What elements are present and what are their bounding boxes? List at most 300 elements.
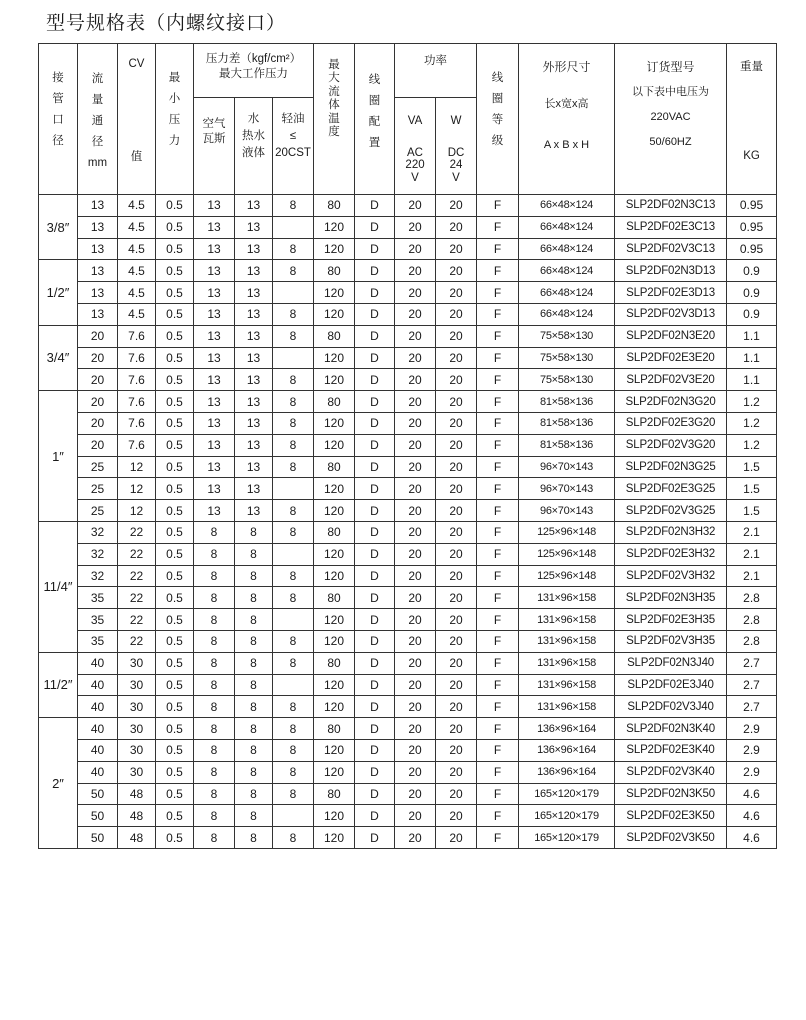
water-cell: 8 [235,652,273,674]
min-pressure-cell: 0.5 [156,739,194,761]
air-cell: 13 [194,478,235,500]
coil-config-cell: D [355,805,395,827]
table-row [39,391,777,413]
oil-cell: 8 [273,391,314,413]
coil-grade-cell: F [477,609,519,631]
oil-cell: 8 [273,325,314,347]
coil-grade-cell: F [477,739,519,761]
min-pressure-cell: 0.5 [156,369,194,391]
coil-grade-cell: F [477,521,519,543]
water-cell: 13 [235,195,273,217]
table-row [39,543,777,565]
water-cell: 13 [235,303,273,325]
order-model-cell: SLP2DF02V3J40 [615,696,727,718]
temp-cell: 120 [314,827,355,849]
cv-cell: 7.6 [118,325,156,347]
header-order-voltage: 220VAC [650,111,691,123]
va-cell: 20 [395,347,436,369]
va-cell: 20 [395,434,436,456]
weight-cell: 1.2 [727,434,777,456]
table-row [39,325,777,347]
w-cell: 20 [436,521,477,543]
header-coil-config: 线 圈 配 置 [355,44,395,195]
order-model-cell: SLP2DF02E3E20 [615,347,727,369]
cv-cell: 4.5 [118,238,156,260]
temp-cell: 120 [314,609,355,631]
header-dims-mid: 长x宽x高 [544,98,589,110]
header-water: 水 热水 液体 [235,98,273,195]
coil-config-cell: D [355,565,395,587]
weight-cell: 1.5 [727,456,777,478]
min-pressure-cell: 0.5 [156,609,194,631]
coil-config-cell: D [355,216,395,238]
cv-cell: 30 [118,696,156,718]
min-pressure-cell: 0.5 [156,391,194,413]
air-cell: 13 [194,347,235,369]
header-weight-top: 重量 [740,61,764,73]
order-model-cell: SLP2DF02V3D13 [615,303,727,325]
temp-cell: 80 [314,783,355,805]
table-row [39,827,777,849]
dims-cell: 165×120×179 [519,805,615,827]
min-pressure-cell: 0.5 [156,674,194,696]
oil-cell: 8 [273,521,314,543]
header-dims-top: 外形尺寸 [542,60,591,74]
flow-cell: 50 [78,805,118,827]
water-cell: 8 [235,739,273,761]
temp-cell: 80 [314,391,355,413]
va-cell: 20 [395,282,436,304]
cv-cell: 22 [118,609,156,631]
w-cell: 20 [436,827,477,849]
w-cell: 20 [436,500,477,522]
coil-config-cell: D [355,652,395,674]
weight-cell: 2.8 [727,630,777,652]
w-cell: 20 [436,325,477,347]
dims-cell: 96×70×143 [519,478,615,500]
header-cv-bottom: 值 [130,151,143,163]
cv-cell: 30 [118,718,156,740]
coil-grade-cell: F [477,347,519,369]
temp-cell: 80 [314,587,355,609]
w-cell: 20 [436,565,477,587]
header-order [615,44,727,195]
coil-grade-cell: F [477,696,519,718]
coil-grade-cell: F [477,761,519,783]
weight-cell: 0.9 [727,303,777,325]
va-cell: 20 [395,216,436,238]
weight-cell: 2.9 [727,761,777,783]
min-pressure-cell: 0.5 [156,718,194,740]
header-order-mid: 以下表中电压为 [632,86,710,98]
flow-cell: 20 [78,325,118,347]
table-row [39,805,777,827]
water-cell: 13 [235,282,273,304]
coil-config-cell: D [355,282,395,304]
va-cell: 20 [395,587,436,609]
va-cell: 20 [395,391,436,413]
dims-cell: 96×70×143 [519,456,615,478]
w-cell: 20 [436,195,477,217]
flow-cell: 40 [78,696,118,718]
temp-cell: 120 [314,761,355,783]
table-row [39,587,777,609]
va-cell: 20 [395,696,436,718]
w-cell: 20 [436,434,477,456]
order-model-cell: SLP2DF02V3G20 [615,434,727,456]
va-cell: 20 [395,652,436,674]
cv-cell: 7.6 [118,369,156,391]
cv-cell: 30 [118,739,156,761]
coil-grade-cell: F [477,195,519,217]
weight-cell: 1.1 [727,325,777,347]
cv-cell: 7.6 [118,434,156,456]
min-pressure-cell: 0.5 [156,630,194,652]
coil-grade-cell: F [477,478,519,500]
cv-cell: 48 [118,805,156,827]
table-row [39,434,777,456]
min-pressure-cell: 0.5 [156,587,194,609]
order-model-cell: SLP2DF02N3E20 [615,325,727,347]
coil-grade-cell: F [477,587,519,609]
air-cell: 8 [194,543,235,565]
water-cell: 8 [235,630,273,652]
table-row [39,238,777,260]
header-air: 空气 瓦斯 [194,98,235,195]
va-cell: 20 [395,412,436,434]
coil-config-cell: D [355,303,395,325]
table-row [39,783,777,805]
coil-grade-cell: F [477,783,519,805]
temp-cell: 120 [314,303,355,325]
order-model-cell: SLP2DF02N3D13 [615,260,727,282]
air-cell: 8 [194,827,235,849]
temp-cell: 120 [314,434,355,456]
header-cv-top: CV [128,58,145,70]
min-pressure-cell: 0.5 [156,696,194,718]
cv-cell: 12 [118,478,156,500]
coil-grade-cell: F [477,630,519,652]
order-model-cell: SLP2DF02N3H35 [615,587,727,609]
table-row [39,630,777,652]
dims-cell: 125×96×148 [519,543,615,565]
temp-cell: 120 [314,500,355,522]
coil-grade-cell: F [477,543,519,565]
weight-cell: 1.5 [727,500,777,522]
dims-cell: 96×70×143 [519,500,615,522]
coil-grade-cell: F [477,500,519,522]
table-row [39,674,777,696]
oil-cell [273,543,314,565]
header-weight-bottom: KG [743,150,760,162]
water-cell: 8 [235,521,273,543]
table-row [39,369,777,391]
oil-cell: 8 [273,260,314,282]
weight-cell: 4.6 [727,805,777,827]
oil-cell: 8 [273,500,314,522]
dims-cell: 81×58×136 [519,434,615,456]
w-cell: 20 [436,478,477,500]
va-cell: 20 [395,761,436,783]
temp-cell: 120 [314,216,355,238]
min-pressure-cell: 0.5 [156,412,194,434]
header-pressure-group: 压力差（kgf/cm²） 最大工作压力 [194,44,314,98]
temp-cell: 120 [314,412,355,434]
table-row [39,412,777,434]
dims-cell: 66×48×124 [519,260,615,282]
oil-cell [273,478,314,500]
w-cell: 20 [436,347,477,369]
va-cell: 20 [395,543,436,565]
min-pressure-cell: 0.5 [156,216,194,238]
temp-cell: 120 [314,805,355,827]
dims-cell: 165×120×179 [519,783,615,805]
table-row [39,282,777,304]
coil-config-cell: D [355,630,395,652]
air-cell: 13 [194,260,235,282]
water-cell: 13 [235,369,273,391]
table-row [39,609,777,631]
air-cell: 13 [194,216,235,238]
flow-cell: 13 [78,303,118,325]
air-cell: 8 [194,696,235,718]
cv-cell: 22 [118,543,156,565]
va-cell: 20 [395,674,436,696]
dims-cell: 131×96×158 [519,587,615,609]
weight-cell: 2.8 [727,587,777,609]
header-dims-bottom: A x B x H [543,139,590,151]
cv-cell: 30 [118,674,156,696]
min-pressure-cell: 0.5 [156,783,194,805]
order-model-cell: SLP2DF02E3C13 [615,216,727,238]
header-order-frequency: 50/60HZ [649,136,692,148]
weight-cell: 2.7 [727,652,777,674]
w-cell: 20 [436,739,477,761]
temp-cell: 120 [314,282,355,304]
w-cell: 20 [436,761,477,783]
water-cell: 13 [235,434,273,456]
w-cell: 20 [436,696,477,718]
header-dims [519,44,615,195]
flow-cell: 20 [78,412,118,434]
oil-cell: 8 [273,238,314,260]
flow-cell: 40 [78,652,118,674]
min-pressure-cell: 0.5 [156,827,194,849]
flow-cell: 13 [78,238,118,260]
temp-cell: 120 [314,630,355,652]
flow-cell: 40 [78,739,118,761]
water-cell: 8 [235,761,273,783]
temp-cell: 120 [314,739,355,761]
water-cell: 13 [235,238,273,260]
cv-cell: 30 [118,652,156,674]
temp-cell: 120 [314,696,355,718]
header-va-ac: AC 220 V [395,145,436,195]
cv-cell: 22 [118,587,156,609]
oil-cell: 8 [273,434,314,456]
order-model-cell: SLP2DF02V3G25 [615,500,727,522]
coil-config-cell: D [355,609,395,631]
table-row [39,303,777,325]
w-cell: 20 [436,718,477,740]
temp-cell: 80 [314,521,355,543]
coil-grade-cell: F [477,325,519,347]
cv-cell: 4.5 [118,216,156,238]
coil-config-cell: D [355,696,395,718]
min-pressure-cell: 0.5 [156,500,194,522]
dims-cell: 131×96×158 [519,696,615,718]
weight-cell: 0.95 [727,195,777,217]
header-weight [727,44,777,195]
w-cell: 20 [436,238,477,260]
air-cell: 13 [194,195,235,217]
oil-cell [273,216,314,238]
water-cell: 8 [235,587,273,609]
dims-cell: 136×96×164 [519,739,615,761]
header-power-group: 功率 [395,44,477,98]
cv-cell: 22 [118,630,156,652]
water-cell: 13 [235,325,273,347]
coil-grade-cell: F [477,282,519,304]
va-cell: 20 [395,195,436,217]
min-pressure-cell: 0.5 [156,434,194,456]
w-cell: 20 [436,587,477,609]
dims-cell: 66×48×124 [519,303,615,325]
port-size-cell: 3/8″ [39,195,78,260]
weight-cell: 2.9 [727,718,777,740]
coil-grade-cell: F [477,565,519,587]
air-cell: 8 [194,783,235,805]
coil-config-cell: D [355,827,395,849]
min-pressure-cell: 0.5 [156,478,194,500]
air-cell: 8 [194,630,235,652]
coil-grade-cell: F [477,303,519,325]
coil-grade-cell: F [477,456,519,478]
water-cell: 8 [235,783,273,805]
order-model-cell: SLP2DF02E3D13 [615,282,727,304]
coil-config-cell: D [355,718,395,740]
oil-cell [273,347,314,369]
w-cell: 20 [436,609,477,631]
water-cell: 8 [235,543,273,565]
air-cell: 13 [194,303,235,325]
dims-cell: 75×58×130 [519,347,615,369]
oil-cell [273,609,314,631]
w-cell: 20 [436,630,477,652]
cv-cell: 48 [118,783,156,805]
header-w: W [436,98,477,145]
min-pressure-cell: 0.5 [156,195,194,217]
table-row [39,652,777,674]
coil-config-cell: D [355,434,395,456]
dims-cell: 131×96×158 [519,674,615,696]
flow-cell: 25 [78,456,118,478]
min-pressure-cell: 0.5 [156,282,194,304]
cv-cell: 4.5 [118,195,156,217]
water-cell: 8 [235,718,273,740]
water-cell: 8 [235,827,273,849]
air-cell: 13 [194,434,235,456]
air-cell: 8 [194,761,235,783]
flow-cell: 20 [78,347,118,369]
coil-grade-cell: F [477,827,519,849]
oil-cell [273,282,314,304]
table-row [39,478,777,500]
oil-cell: 8 [273,587,314,609]
air-cell: 8 [194,652,235,674]
coil-grade-cell: F [477,652,519,674]
order-model-cell: SLP2DF02E3G20 [615,412,727,434]
table-row [39,216,777,238]
air-cell: 13 [194,456,235,478]
weight-cell: 1.1 [727,347,777,369]
oil-cell: 8 [273,630,314,652]
header-oil: 轻油 ≤ 20CST [273,98,314,195]
flow-cell: 13 [78,282,118,304]
air-cell: 13 [194,325,235,347]
coil-grade-cell: F [477,718,519,740]
order-model-cell: SLP2DF02V3C13 [615,238,727,260]
port-size-cell: 1/2″ [39,260,78,325]
oil-cell: 8 [273,718,314,740]
coil-config-cell: D [355,325,395,347]
va-cell: 20 [395,500,436,522]
w-cell: 20 [436,412,477,434]
air-cell: 8 [194,805,235,827]
oil-cell [273,805,314,827]
weight-cell: 2.7 [727,674,777,696]
order-model-cell: SLP2DF02N3G20 [615,391,727,413]
flow-cell: 35 [78,587,118,609]
cv-cell: 12 [118,456,156,478]
w-cell: 20 [436,369,477,391]
order-model-cell: SLP2DF02E3H32 [615,543,727,565]
min-pressure-cell: 0.5 [156,565,194,587]
flow-cell: 40 [78,674,118,696]
order-model-cell: SLP2DF02V3H35 [615,630,727,652]
order-model-cell: SLP2DF02N3G25 [615,456,727,478]
coil-config-cell: D [355,543,395,565]
table-row [39,500,777,522]
weight-cell: 2.1 [727,543,777,565]
cv-cell: 7.6 [118,391,156,413]
cv-cell: 4.5 [118,303,156,325]
coil-grade-cell: F [477,369,519,391]
order-model-cell: SLP2DF02N3K50 [615,783,727,805]
min-pressure-cell: 0.5 [156,761,194,783]
va-cell: 20 [395,521,436,543]
flow-cell: 32 [78,521,118,543]
va-cell: 20 [395,369,436,391]
flow-cell: 32 [78,565,118,587]
oil-cell: 8 [273,565,314,587]
port-size-cell: 3/4″ [39,325,78,390]
order-model-cell: SLP2DF02N3J40 [615,652,727,674]
air-cell: 8 [194,565,235,587]
water-cell: 8 [235,805,273,827]
header-flow: 流 量 通 径 mm [78,44,118,195]
temp-cell: 80 [314,456,355,478]
coil-config-cell: D [355,478,395,500]
dims-cell: 131×96×158 [519,630,615,652]
coil-config-cell: D [355,238,395,260]
coil-config-cell: D [355,391,395,413]
w-cell: 20 [436,260,477,282]
oil-cell: 8 [273,456,314,478]
dims-cell: 136×96×164 [519,761,615,783]
oil-cell: 8 [273,739,314,761]
order-model-cell: SLP2DF02N3H32 [615,521,727,543]
